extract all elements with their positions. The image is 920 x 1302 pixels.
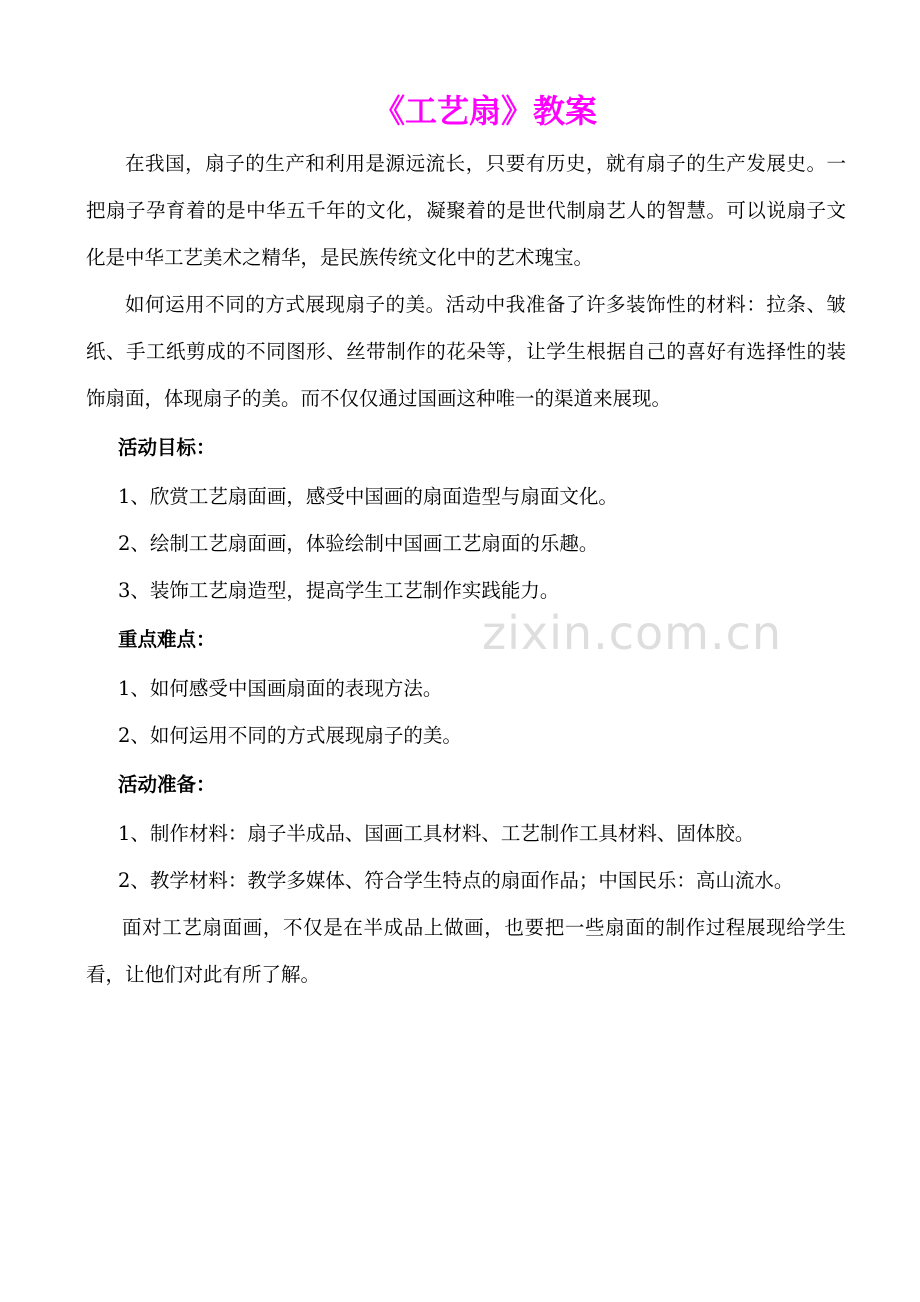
closing-paragraph: 面对工艺扇面画，不仅是在半成品上做画，也要把一些扇面的制作过程展现给学生看，让他们对此有所了解。 [86, 916, 846, 986]
intro-paragraph-1: 在我国，扇子的生产和利用是源远流长，只要有历史，就有扇子的生产发展史。一把扇子孕育着的是中华五千年的文化，凝聚着的是世代制扇艺人的智慧。可以说扇子文化是中华工艺美术之精华，是民族传统文化中的艺术瑰宝。 [86, 152, 846, 269]
preparation-item-1: 1、制作材料：扇子半成品、国画工具材料、工艺制作工具材料、固体胶。 [118, 822, 755, 845]
intro-paragraph-2: 如何运用不同的方式展现扇子的美。活动中我准备了许多装饰性的材料：拉条、皱纸、手工纸剪成的不同图形、丝带制作的花朵等，让学生根据自己的喜好有选择性的装饰扇面，体现扇子的美。而不仅仅通过国画这种唯一的渠道来展现。 [86, 293, 846, 410]
preparation-heading: 活动准备： [118, 773, 216, 796]
key-points-heading: 重点难点： [118, 628, 216, 651]
watermark: zixin.com.cn [482, 606, 783, 660]
goals-heading: 活动目标： [118, 436, 216, 459]
goal-item-3: 3、装饰工艺扇造型，提高学生工艺制作实践能力。 [118, 579, 560, 602]
document-title: 《工艺扇》教案 [372, 92, 597, 130]
preparation-item-2: 2、教学材料：教学多媒体、符合学生特点的扇面作品；中国民乐：高山流水。 [118, 869, 794, 892]
document-body [86, 140, 846, 998]
key-point-item-2: 2、如何运用不同的方式展现扇子的美。 [118, 724, 462, 747]
goal-item-1: 1、欣赏工艺扇面画，感受中国画的扇面造型与扇面文化。 [118, 485, 618, 508]
key-point-item-1: 1、如何感受中国画扇面的表现方法。 [118, 677, 443, 700]
goal-item-2: 2、绘制工艺扇面画，体验绘制中国画工艺扇面的乐趣。 [118, 532, 599, 555]
